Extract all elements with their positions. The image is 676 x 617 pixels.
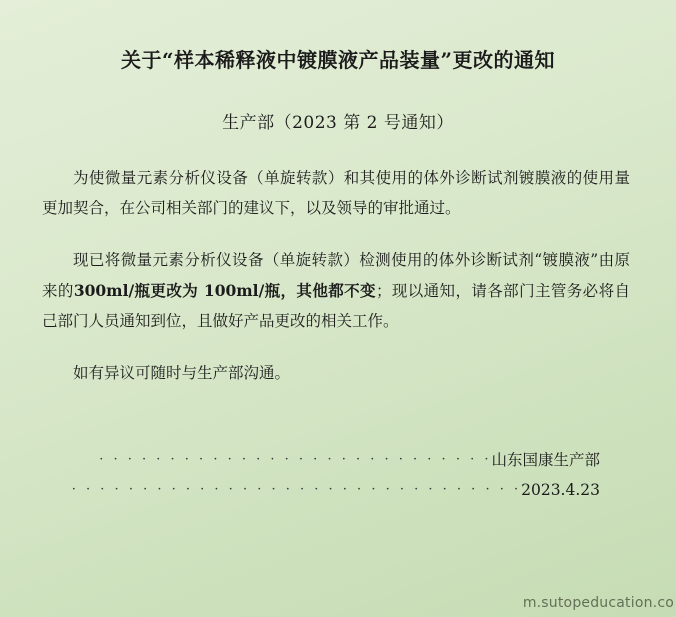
signature-org-line [40,446,600,475]
paragraph-3 [40,358,636,388]
leader-dots-line-1: · · · · · · · · · · · · · · · · · · · · · · · · · · · · [99,452,492,468]
signature-date-line [40,476,600,505]
paragraph-2-emphasis: 300ml/瓶更改为 100ml/瓶，其他都不变 [73,280,376,300]
signature-block [40,446,636,505]
paragraph-2-run-1: 现已将微量元素分析仪设备（单旋转款）检测使用的体外诊断试剂“镀膜液”由原来的 [42,251,630,300]
paragraph-1 [40,163,636,223]
page-title: 关于“样本稀释液中镀膜液产品装量”更改的通知 [120,48,555,72]
watermark: m.sutopeducation.co [522,595,674,611]
signature-date: 2023.4.23 [521,480,600,499]
paragraph-3-run-1: 如有异议可随时与生产部沟通。 [73,364,291,383]
paragraph-1-run-1: 为使微量元素分析仪设备（单旋转款）和其使用的体外诊断试剂镀膜液的使用量更加契合，在公司相关部门的建议下，以及领导的审批通过。 [42,169,630,218]
signature-org: 山东国康生产部 [491,451,600,470]
document-subtitle: 生产部（2023 第 2 号通知） [222,113,454,133]
paragraph-2 [40,245,636,336]
paragraph-2-run-3: ；现以通知，请各部门主管务必将自己部门人员通知到位，且做好产品更改的相关工作。 [42,281,630,330]
leader-dots-line-2: · · · · · · · · · · · · · · · · · · · · · · · · · · · · · · · · [71,481,522,497]
